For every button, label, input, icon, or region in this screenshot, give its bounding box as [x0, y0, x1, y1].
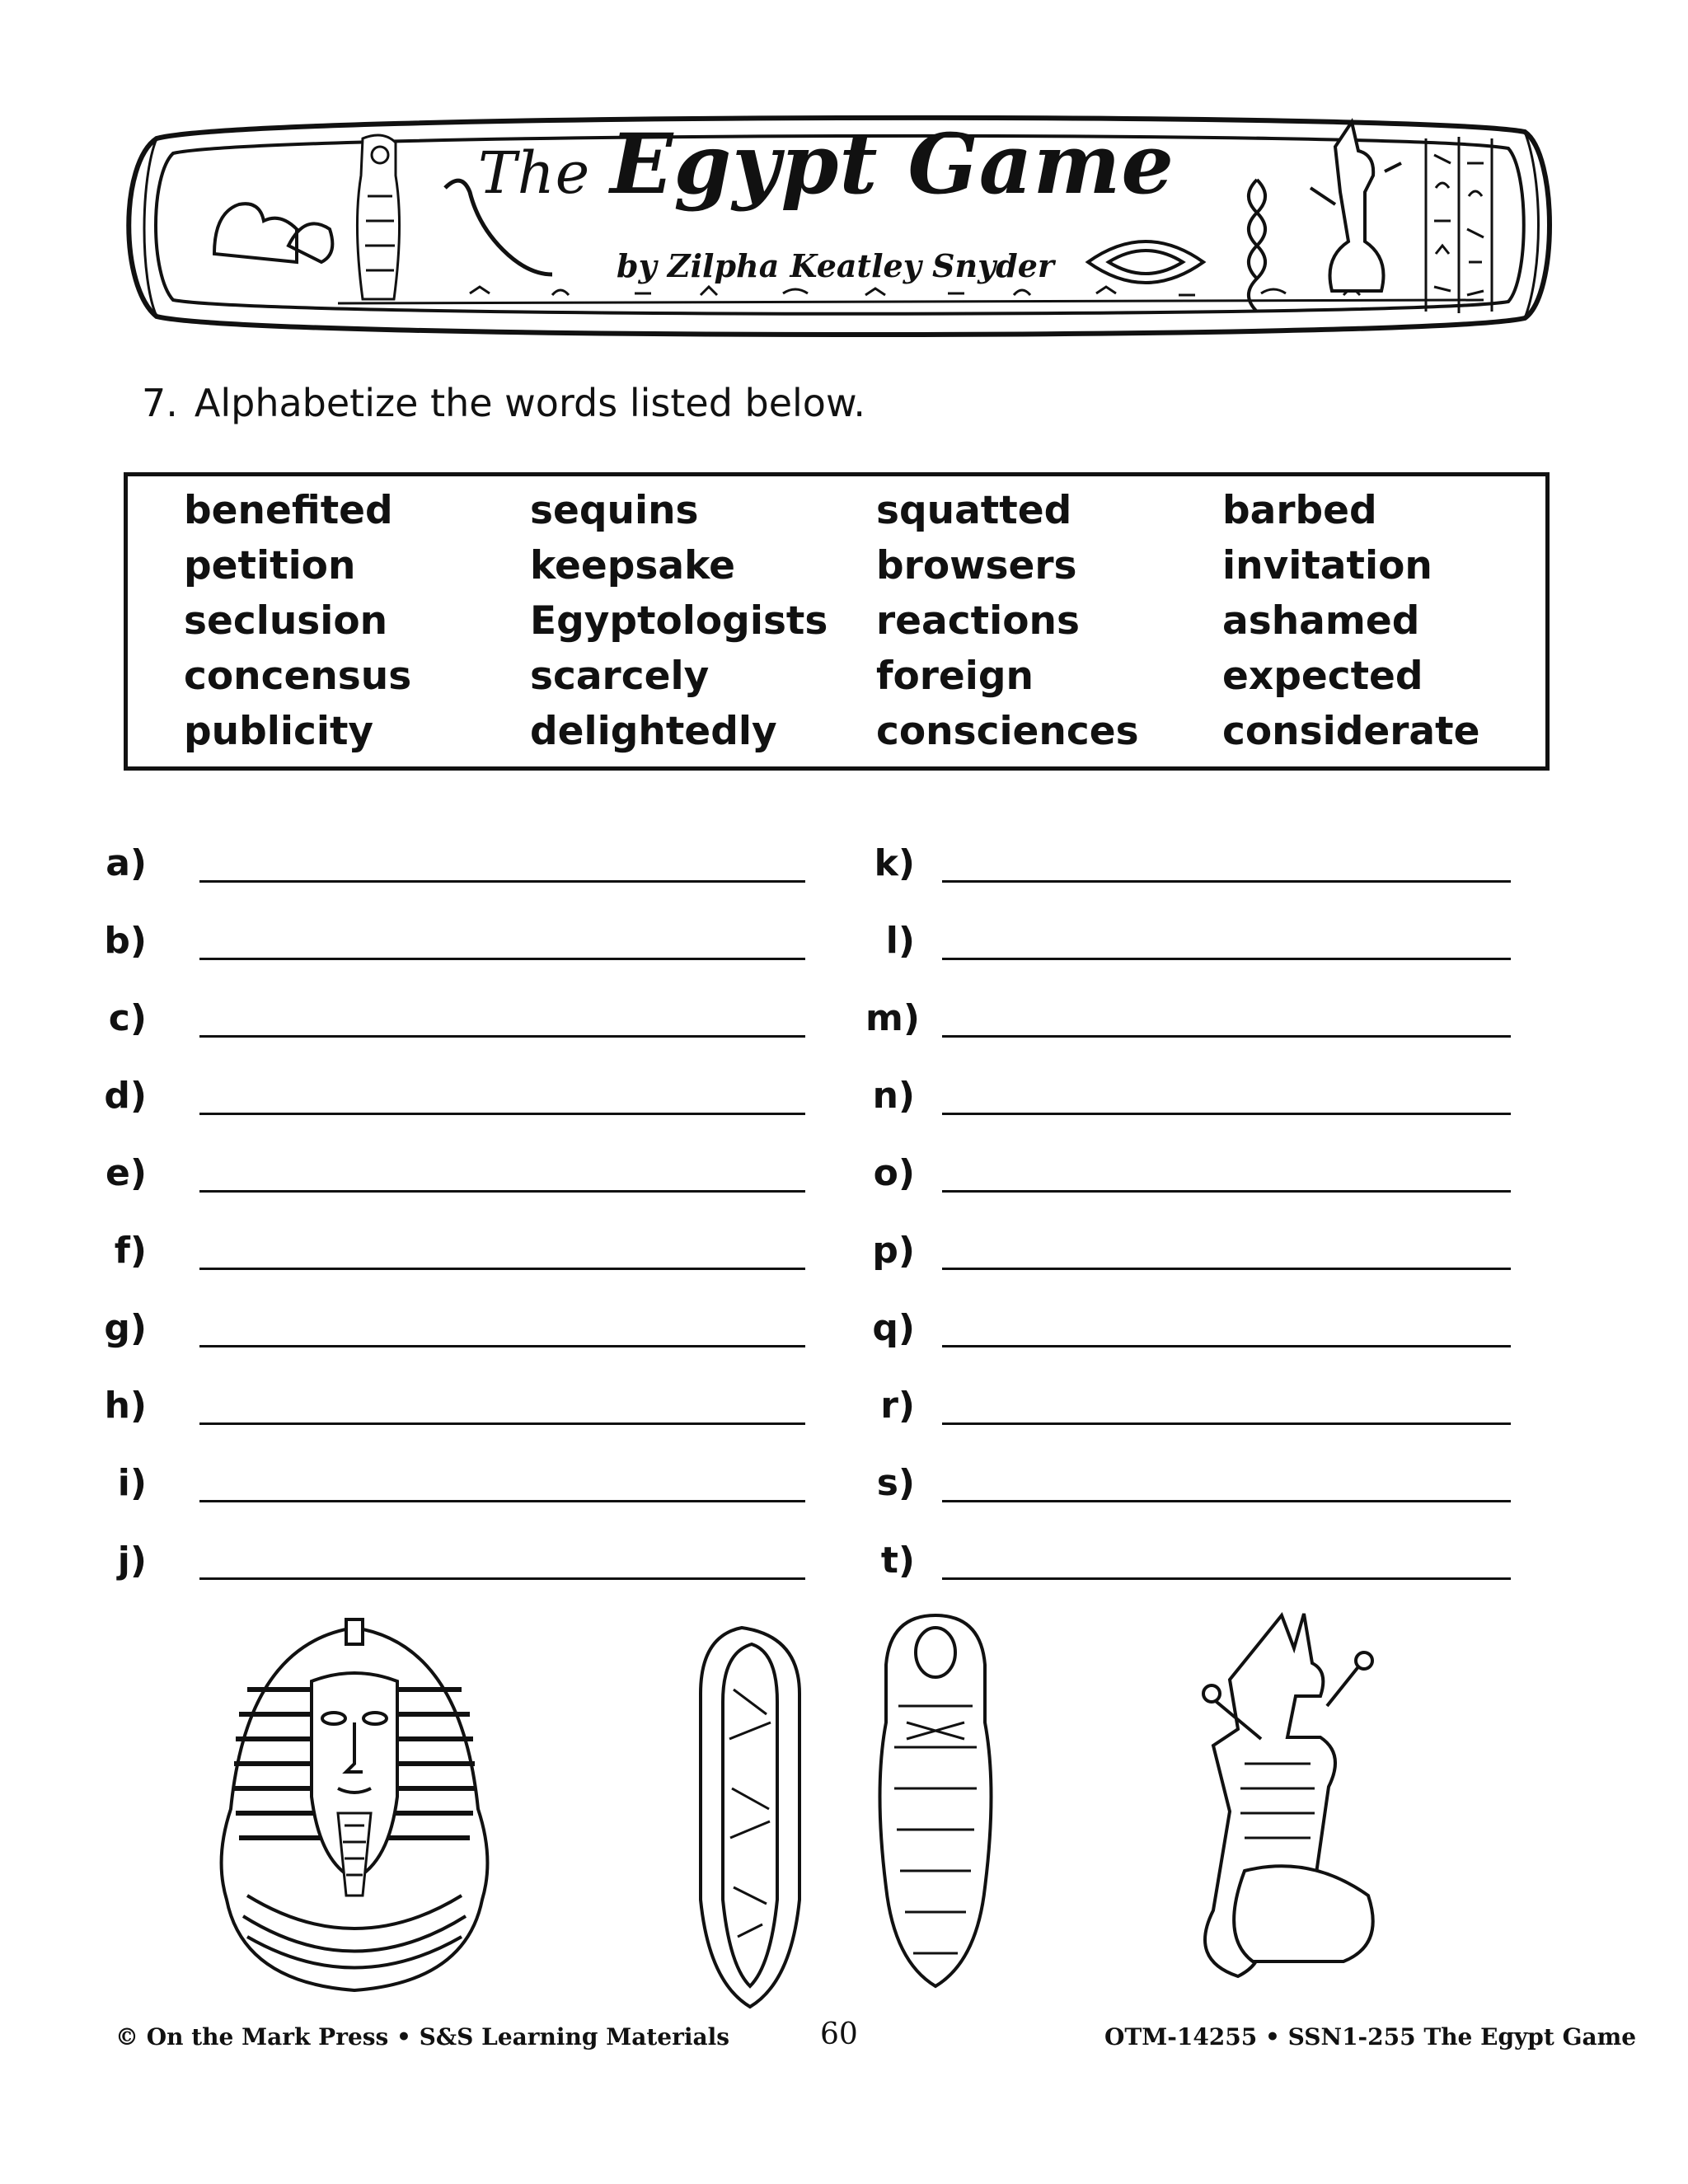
- page-number: 60: [820, 2018, 858, 2051]
- answer-blank-line[interactable]: [942, 958, 1511, 960]
- answer-label: m): [865, 997, 920, 1039]
- question-number: 7.: [142, 381, 178, 425]
- answer-blank-line[interactable]: [942, 1422, 1511, 1425]
- sarcophagus-mummy-icon: [701, 1615, 992, 2007]
- word-item: squatted: [876, 488, 1072, 533]
- word-item: reactions: [876, 598, 1080, 644]
- answer-label: o): [873, 1152, 915, 1194]
- word-item: foreign: [876, 654, 1034, 699]
- word-item: petition: [184, 543, 356, 588]
- answer-label: n): [872, 1075, 915, 1117]
- answer-blank-line[interactable]: [199, 880, 805, 883]
- word-item: scarcely: [530, 654, 710, 699]
- word-item: sequins: [530, 488, 699, 533]
- word-column-3: [876, 483, 1139, 759]
- answer-blank-line[interactable]: [199, 1345, 805, 1347]
- answer-label: f): [114, 1230, 147, 1272]
- illustrations: [0, 1599, 1688, 2027]
- answer-label: h): [104, 1385, 147, 1427]
- answer-blank-line[interactable]: [199, 1190, 805, 1193]
- word-item: benefited: [184, 488, 393, 533]
- question-prompt: [142, 381, 865, 425]
- word-column-2: [530, 483, 828, 759]
- answer-label: r): [880, 1385, 915, 1427]
- answer-blank-line[interactable]: [942, 1500, 1511, 1502]
- answer-blank-line[interactable]: [199, 1500, 805, 1502]
- word-item: barbed: [1222, 488, 1377, 533]
- book-title-article: The: [478, 139, 591, 207]
- answer-blank-line[interactable]: [942, 1190, 1511, 1193]
- word-item: ashamed: [1222, 598, 1420, 644]
- answer-blank-line[interactable]: [942, 1345, 1511, 1347]
- answer-label: j): [117, 1540, 147, 1582]
- word-item: considerate: [1222, 709, 1480, 754]
- footer-product-code: OTM-14255 • SSN1-255 The Egypt Game: [1104, 2023, 1637, 2050]
- word-column-1: [184, 483, 411, 759]
- answer-label: l): [885, 920, 915, 962]
- word-column-4: [1222, 483, 1479, 759]
- anubis-icon: [1203, 1614, 1373, 1976]
- answer-label: e): [106, 1152, 147, 1194]
- answer-label: t): [880, 1540, 915, 1582]
- answer-label: q): [872, 1307, 915, 1349]
- answer-label: i): [117, 1462, 147, 1504]
- book-title: [478, 115, 1175, 213]
- answer-label: p): [872, 1230, 915, 1272]
- answer-label: d): [104, 1075, 147, 1117]
- answer-blank-line[interactable]: [942, 880, 1511, 883]
- answer-blank-line[interactable]: [199, 1268, 805, 1270]
- answer-label: c): [108, 997, 147, 1039]
- word-item: delightedly: [530, 709, 777, 754]
- answer-blank-line[interactable]: [942, 1113, 1511, 1115]
- book-author: by Zilpha Keatley Snyder: [617, 247, 1054, 284]
- word-list-box: [124, 472, 1550, 771]
- answer-blank-line[interactable]: [942, 1035, 1511, 1038]
- pharaoh-mask-icon: [222, 1619, 488, 1990]
- word-item: concensus: [184, 654, 412, 699]
- answer-blank-line[interactable]: [199, 958, 805, 960]
- word-item: browsers: [876, 543, 1077, 588]
- word-item: seclusion: [184, 598, 388, 644]
- answer-blank-line[interactable]: [199, 1422, 805, 1425]
- answer-blank-line[interactable]: [942, 1577, 1511, 1580]
- answer-label: a): [106, 842, 147, 884]
- answer-label: b): [104, 920, 147, 962]
- answer-label: k): [874, 842, 915, 884]
- word-item: consciences: [876, 709, 1139, 754]
- word-item: publicity: [184, 709, 374, 754]
- question-text: Alphabetize the words listed below.: [194, 381, 865, 425]
- word-item: keepsake: [530, 543, 735, 588]
- footer-copyright: © On the Mark Press • S&S Learning Materials: [115, 2023, 730, 2050]
- word-item: expected: [1222, 654, 1423, 699]
- answer-label: g): [104, 1307, 147, 1349]
- mummy-icon: [357, 135, 399, 299]
- word-item: Egyptologists: [530, 598, 828, 644]
- answer-blank-line[interactable]: [942, 1268, 1511, 1270]
- book-title-main: Egypt Game: [610, 115, 1175, 213]
- answer-blank-line[interactable]: [199, 1113, 805, 1115]
- answer-blank-line[interactable]: [199, 1035, 805, 1038]
- answer-blank-line[interactable]: [199, 1577, 805, 1580]
- answer-label: s): [876, 1462, 915, 1504]
- word-item: invitation: [1222, 543, 1432, 588]
